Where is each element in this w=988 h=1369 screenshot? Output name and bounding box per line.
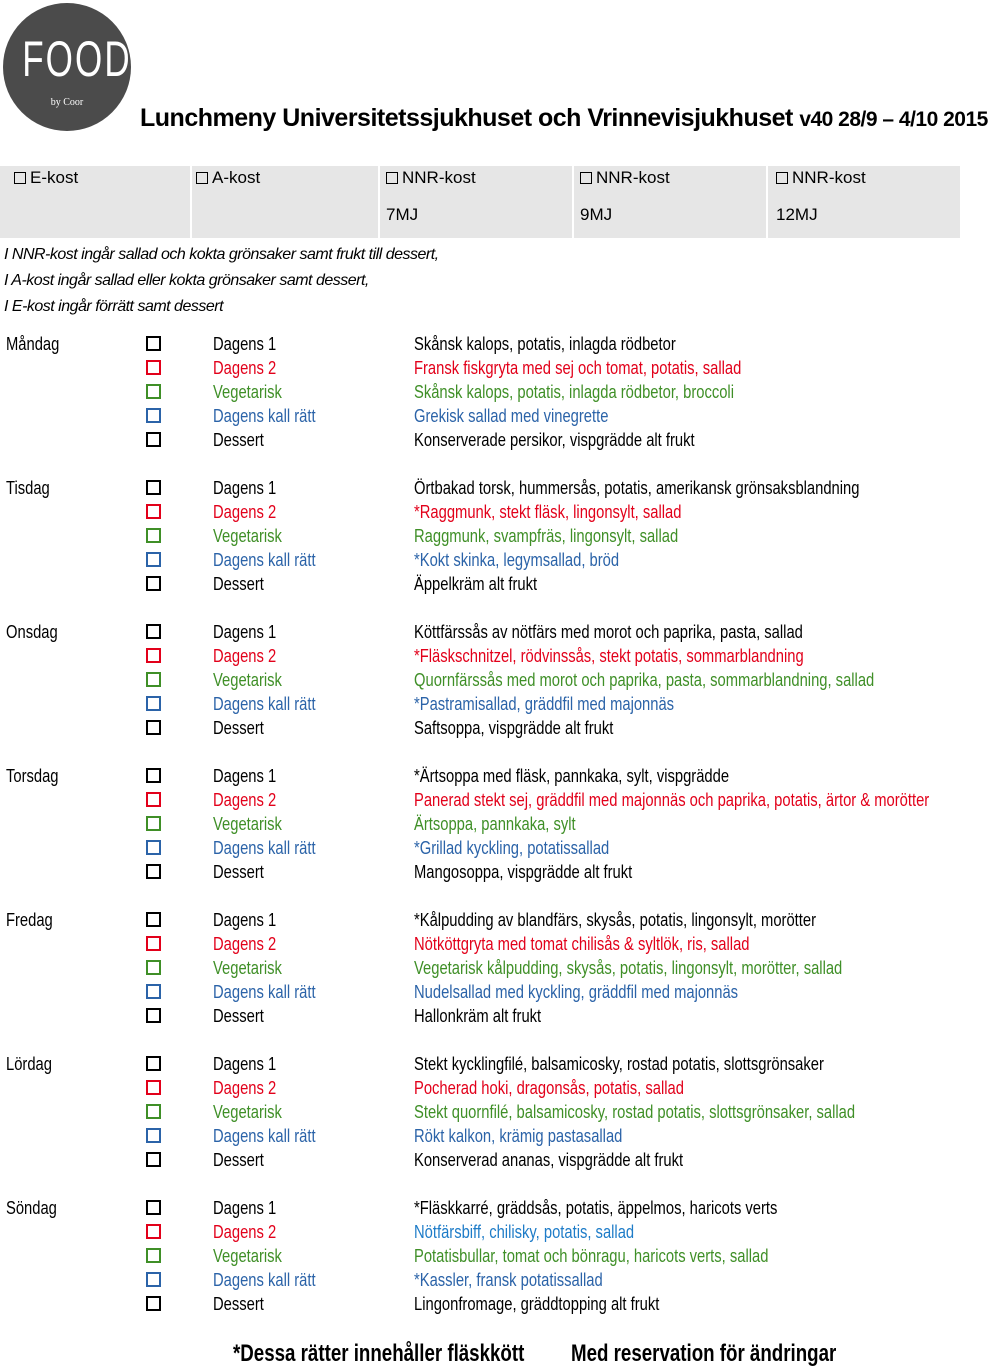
menu-row (0, 1078, 960, 1102)
dish-type-label: Dagens 2 (213, 1222, 277, 1242)
dish-type-label: Vegetarisk (213, 958, 282, 978)
menu-row (0, 1126, 960, 1150)
checkbox-icon (196, 172, 208, 184)
menu-checkbox[interactable] (146, 528, 161, 543)
dish-type-label: Dagens 1 (213, 1054, 277, 1074)
menu-checkbox[interactable] (146, 816, 161, 831)
dish-type-label: Vegetarisk (213, 814, 282, 834)
day-label: Lördag (6, 1054, 52, 1074)
checkbox-icon (386, 172, 398, 184)
menu-row (0, 526, 960, 550)
dish-type-label: Vegetarisk (213, 1102, 282, 1122)
dish-type-label: Dagens 1 (213, 478, 277, 498)
menu-row (0, 406, 960, 430)
dish-type-label: Dessert (213, 1294, 264, 1314)
menu-row (0, 934, 960, 958)
dish-type-label: Dagens 2 (213, 646, 277, 666)
dish-type-label: Dagens kall rätt (213, 550, 316, 570)
dish-type-label: Vegetarisk (213, 1246, 282, 1266)
dish-description: Äppelkräm alt frukt (414, 574, 538, 594)
menu-row (0, 1054, 960, 1078)
dish-type-label: Dagens 1 (213, 334, 277, 354)
menu-checkbox[interactable] (146, 1128, 161, 1143)
menu-checkbox[interactable] (146, 336, 161, 351)
menu-row (0, 382, 960, 406)
title-week: v40 28/9 – 4/10 2015 (799, 108, 988, 131)
kost-mj: 7MJ (386, 205, 419, 224)
menu-checkbox[interactable] (146, 1224, 161, 1239)
day-label: Torsdag (6, 766, 59, 786)
kost-option-e[interactable]: E-kost (0, 166, 192, 238)
dish-description: *Grillad kyckling, potatissallad (414, 838, 610, 858)
menu-row (0, 430, 960, 454)
dish-description: Raggmunk, svampfräs, lingonsylt, sallad (414, 526, 679, 546)
dish-type-label: Vegetarisk (213, 382, 282, 402)
menu-checkbox[interactable] (146, 672, 161, 687)
dish-type-label: Dagens kall rätt (213, 982, 316, 1002)
dish-type-label: Dagens 2 (213, 1078, 277, 1098)
menu-row (0, 982, 960, 1006)
menu-row (0, 334, 960, 358)
menu-checkbox[interactable] (146, 1272, 161, 1287)
menu-checkbox[interactable] (146, 1008, 161, 1023)
menu-row (0, 862, 960, 886)
menu-row (0, 694, 960, 718)
dish-type-label: Dagens 2 (213, 358, 277, 378)
menu-checkbox[interactable] (146, 696, 161, 711)
dish-type-label: Dessert (213, 1006, 264, 1026)
menu-checkbox[interactable] (146, 576, 161, 591)
dish-description: Stekt kycklingfilé, balsamicosky, rostad potatis, slottsgrönsaker (414, 1054, 824, 1074)
dish-type-label: Dagens kall rätt (213, 406, 316, 426)
menu-checkbox[interactable] (146, 768, 161, 783)
menu-checkbox[interactable] (146, 840, 161, 855)
menu-row (0, 574, 960, 598)
checkbox-icon (776, 172, 788, 184)
menu-row (0, 1270, 960, 1294)
dish-type-label: Vegetarisk (213, 670, 282, 690)
logo-byline: by Coor (50, 97, 84, 108)
menu-checkbox[interactable] (146, 648, 161, 663)
dish-description: Pocherad hoki, dragonsås, potatis, sallad (414, 1078, 684, 1098)
dish-description: Saftsoppa, vispgrädde alt frukt (414, 718, 614, 738)
dish-description: Stekt quornfilé, balsamicosky, rostad potatis, slottsgrönsaker, sallad (414, 1102, 856, 1122)
menu-checkbox[interactable] (146, 1104, 161, 1119)
note-line: I E-kost ingår förrätt samt dessert (4, 298, 224, 315)
menu-checkbox[interactable] (146, 1200, 161, 1215)
day-label: Måndag (6, 334, 60, 354)
dish-type-label: Dagens kall rätt (213, 1126, 316, 1146)
menu-checkbox[interactable] (146, 792, 161, 807)
dish-type-label: Dagens 2 (213, 934, 277, 954)
dish-description: Potatisbullar, tomat och bönragu, haricots verts, sallad (414, 1246, 769, 1266)
menu-checkbox[interactable] (146, 432, 161, 447)
day-label: Tisdag (6, 478, 50, 498)
dish-description: Hallonkräm alt frukt (414, 1006, 542, 1026)
dish-description: Skånsk kalops, potatis, inlagda rödbetor (414, 334, 676, 354)
menu-row (0, 1150, 960, 1174)
kost-notes (4, 242, 439, 320)
menu-row (0, 910, 960, 934)
menu-checkbox[interactable] (146, 1296, 161, 1311)
dish-description: Konserverade persikor, vispgrädde alt frukt (414, 430, 695, 450)
dish-description: Panerad stekt sej, gräddfil med majonnäs och paprika, potatis, ärtor & morötter (414, 790, 930, 810)
menu-checkbox[interactable] (146, 504, 161, 519)
dish-description: Skånsk kalops, potatis, inlagda rödbetor, broccoli (414, 382, 734, 402)
dish-type-label: Dagens kall rätt (213, 694, 316, 714)
dish-type-label: Dessert (213, 430, 264, 450)
dish-type-label: Dagens 1 (213, 1198, 277, 1218)
menu-row (0, 790, 960, 814)
menu-row (0, 958, 960, 982)
note-line: I A-kost ingår sallad eller kokta grönsaker samt dessert, (4, 272, 369, 289)
menu-checkbox[interactable] (146, 912, 161, 927)
kost-selection-band (0, 166, 960, 238)
reservation-note: Med reservation för ändringar (571, 1340, 837, 1367)
kost-mj: 9MJ (580, 205, 613, 224)
dish-description: *Fläskschnitzel, rödvinssås, stekt potatis, sommarblandning (414, 646, 804, 666)
food-by-coor-logo (3, 3, 131, 131)
kost-option-nnr-9mj[interactable]: NNR-kost 9MJ (574, 166, 768, 238)
checkbox-icon (14, 172, 26, 184)
dish-type-label: Vegetarisk (213, 526, 282, 546)
dish-description: Nudelsallad med kyckling, gräddfil med majonnäs (414, 982, 739, 1002)
dish-description: Örtbakad torsk, hummersås, potatis, amerikansk grönsaksblandning (414, 478, 860, 498)
pork-note: *Dessa rätter innehåller fläskkött (233, 1340, 525, 1367)
menu-row (0, 358, 960, 382)
menu-checkbox[interactable] (146, 960, 161, 975)
menu-checkbox[interactable] (146, 552, 161, 567)
dish-type-label: Dagens kall rätt (213, 1270, 316, 1290)
menu-row (0, 478, 960, 502)
dish-type-label: Dagens 1 (213, 766, 277, 786)
dish-description: *Ärtsoppa med fläsk, pannkaka, sylt, vispgrädde (414, 766, 730, 786)
dish-type-label: Dagens 2 (213, 790, 277, 810)
menu-checkbox[interactable] (146, 1248, 161, 1263)
page-title (140, 104, 988, 133)
dish-description: Quornfärssås med morot och paprika, pasta, sommarblandning, sallad (414, 670, 875, 690)
dish-description: Fransk fiskgryta med sej och tomat, potatis, sallad (414, 358, 742, 378)
menu-row (0, 838, 960, 862)
menu-row (0, 1006, 960, 1030)
dish-type-label: Dessert (213, 862, 264, 882)
menu-row (0, 1294, 960, 1318)
day-label: Fredag (6, 910, 53, 930)
menu-checkbox[interactable] (146, 936, 161, 951)
menu-row (0, 670, 960, 694)
dish-description: Rökt kalkon, krämig pastasallad (414, 1126, 623, 1146)
menu-row (0, 814, 960, 838)
dish-type-label: Dessert (213, 718, 264, 738)
checkbox-icon (580, 172, 592, 184)
menu-row (0, 1102, 960, 1126)
dish-description: *Raggmunk, stekt fläsk, lingonsylt, sallad (414, 502, 682, 522)
day-label: Onsdag (6, 622, 58, 642)
dish-type-label: Dessert (213, 574, 264, 594)
menu-checkbox[interactable] (146, 720, 161, 735)
dish-description: *Pastramisallad, gräddfil med majonnäs (414, 694, 675, 714)
dish-type-label: Dagens 1 (213, 910, 277, 930)
dish-description: Ärtsoppa, pannkaka, sylt (414, 814, 576, 834)
dish-description: Grekisk sallad med vinegrette (414, 406, 609, 426)
menu-row (0, 1246, 960, 1270)
dish-description: Nötköttgryta med tomat chilisås & syltlök, ris, sallad (414, 934, 750, 954)
menu-row (0, 718, 960, 742)
menu-row (0, 1222, 960, 1246)
kost-option-nnr-12mj[interactable]: NNR-kost 12MJ (776, 168, 866, 224)
dish-type-label: Dagens 1 (213, 622, 277, 642)
dish-description: Nötfärsbiff, chilisky, potatis, sallad (414, 1222, 635, 1242)
dish-description: Lingonfromage, gräddtopping alt frukt (414, 1294, 660, 1314)
menu-row (0, 502, 960, 526)
logo-wordmark: FOOD (22, 31, 132, 87)
kost-option-a[interactable]: A-kost (192, 166, 380, 238)
note-line: I NNR-kost ingår sallad och kokta grönsaker samt frukt till dessert, (4, 246, 439, 263)
menu-checkbox[interactable] (146, 864, 161, 879)
kost-option-nnr-7mj[interactable]: NNR-kost 7MJ (380, 166, 574, 238)
dish-description: *Fläskkarré, gräddsås, potatis, äppelmos, haricots verts (414, 1198, 778, 1218)
menu-checkbox[interactable] (146, 1080, 161, 1095)
dish-description: *Kålpudding av blandfärs, skysås, potatis, lingonsylt, morötter (414, 910, 817, 930)
day-label: Söndag (6, 1198, 57, 1218)
dish-description: Konserverad ananas, vispgrädde alt frukt (414, 1150, 684, 1170)
dish-description: *Kokt skinka, legymsallad, bröd (414, 550, 620, 570)
dish-type-label: Dagens kall rätt (213, 838, 316, 858)
menu-row (0, 766, 960, 790)
menu-checkbox[interactable] (146, 408, 161, 423)
dish-description: *Kassler, fransk potatissallad (414, 1270, 603, 1290)
menu-checkbox[interactable] (146, 984, 161, 999)
menu-checkbox[interactable] (146, 624, 161, 639)
menu-row (0, 1198, 960, 1222)
kost-mj: 12MJ (776, 205, 818, 224)
menu-checkbox[interactable] (146, 1056, 161, 1071)
menu-row (0, 622, 960, 646)
menu-checkbox[interactable] (146, 384, 161, 399)
menu-checkbox[interactable] (146, 480, 161, 495)
dish-type-label: Dessert (213, 1150, 264, 1170)
dish-type-label: Dagens 2 (213, 502, 277, 522)
dish-description: Mangosoppa, vispgrädde alt frukt (414, 862, 633, 882)
menu-checkbox[interactable] (146, 360, 161, 375)
title-main: Lunchmeny Universitetssjukhuset och Vrinnevisjukhuset (140, 104, 793, 132)
dish-description: Köttfärssås av nötfärs med morot och paprika, pasta, sallad (414, 622, 803, 642)
menu-checkbox[interactable] (146, 1152, 161, 1167)
menu-row (0, 550, 960, 574)
dish-description: Vegetarisk kålpudding, skysås, potatis, lingonsylt, morötter, sallad (414, 958, 843, 978)
menu-row (0, 646, 960, 670)
